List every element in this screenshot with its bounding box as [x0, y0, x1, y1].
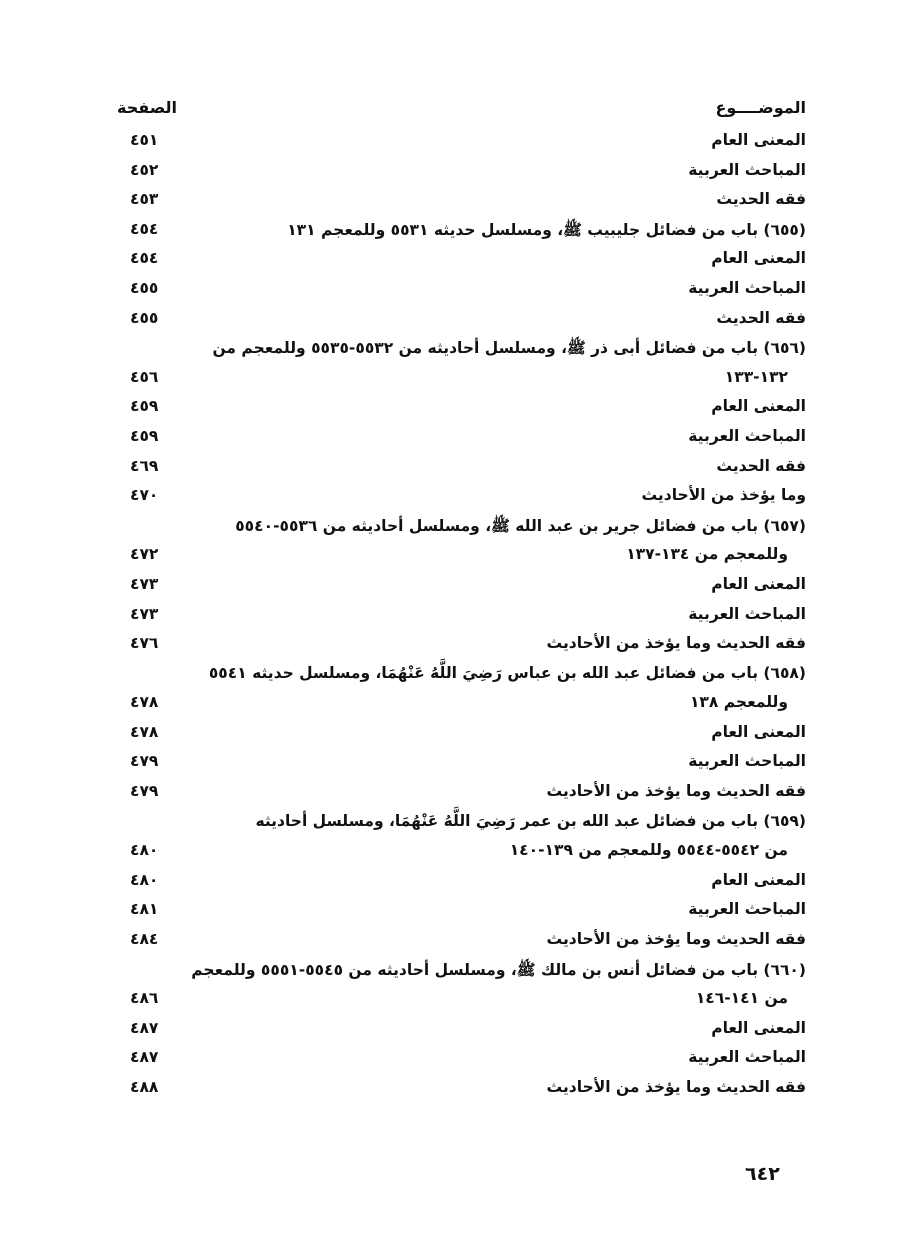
toc-entry — [100, 275, 806, 305]
toc-entry — [100, 837, 806, 867]
toc-entry-title: المباحث العربية — [688, 1048, 806, 1067]
toc-entry — [100, 1015, 806, 1045]
toc-entry-title: فقه الحديث وما يؤخذ من الأحاديث — [546, 634, 806, 653]
toc-entry — [100, 393, 806, 423]
toc-entry-page: ٤٧٠ — [130, 486, 159, 505]
toc-entry-title: من ٥٥٤٢-٥٥٤٤ وللمعجم من ١٣٩-١٤٠ — [509, 841, 788, 860]
toc-entry-title: فقه الحديث وما يؤخذ من الأحاديث — [546, 930, 806, 949]
toc-entry-title: (٦٥٩) باب من فضائل عبد الله بن عمر رَضِيَ اللَّهُ عَنْهُمَا، ومسلسل أحاديثه — [255, 811, 806, 830]
toc-entry-page: ٤٦٩ — [130, 456, 159, 475]
toc-entry-title: المباحث العربية — [688, 160, 806, 179]
toc-entry-page: ٤٥١ — [130, 131, 159, 149]
toc-entry — [100, 453, 806, 483]
toc-entry-title: المعنى العام — [711, 1018, 806, 1037]
toc-entry-page: ٤٧٨ — [130, 693, 159, 712]
toc-entry — [100, 571, 806, 601]
toc-entry — [100, 512, 806, 542]
toc-entry-title: المعنى العام — [711, 249, 806, 268]
toc-entry-page: ٤٥٦ — [130, 367, 159, 386]
toc-entry-title: فقه الحديث وما يؤخذ من الأحاديث — [546, 782, 806, 801]
toc-entry-page: ٤٨٧ — [130, 1018, 159, 1037]
toc-entry-title: (٦٥٨) باب من فضائل عبد الله بن عباس رَضِيَ اللَّهُ عَنْهُمَا، ومسلسل حديثه ٥٥٤١ — [208, 663, 806, 682]
toc-entry — [100, 423, 806, 453]
toc-entry-title: المباحث العربية — [688, 900, 806, 919]
toc-entry — [100, 719, 806, 749]
toc-entry — [100, 748, 806, 778]
toc-entry — [100, 630, 806, 660]
toc-entry-page: ٤٨٠ — [130, 870, 159, 889]
toc-entry-page: ٤٥٤ — [130, 249, 159, 268]
toc-entry-title: المباحث العربية — [688, 426, 806, 445]
toc-entry-title: (٦٥٥) باب من فضائل جليبيب ﷺ، ومسلسل حديثه ٥٥٣١ وللمعجم ١٣١ — [287, 220, 806, 239]
toc-entry-title: فقه الحديث — [716, 308, 806, 327]
toc-entry-title: فقه الحديث وما يؤخذ من الأحاديث — [546, 1078, 806, 1096]
toc-entry-title: (٦٥٧) باب من فضائل جرير بن عبد الله ﷺ، ومسلسل أحاديثه من ٥٥٣٦-٥٥٤٠ — [235, 516, 806, 535]
toc-entry-title: وللمعجم من ١٣٤-١٣٧ — [626, 545, 788, 564]
toc-entry-title: المعنى العام — [711, 870, 806, 889]
toc-entry — [100, 157, 806, 187]
toc-entry — [100, 127, 806, 157]
toc-entry-title: من ١٤١-١٤٦ — [695, 989, 788, 1008]
toc-entry-title: (٦٦٠) باب من فضائل أنس بن مالك ﷺ، ومسلسل أحاديثه من ٥٥٤٥-٥٥٥١ وللمعجم — [191, 960, 806, 979]
toc-entry-title: المعنى العام — [711, 131, 806, 149]
page-number: ٦٤٢ — [745, 1163, 780, 1185]
toc-entry — [100, 896, 806, 926]
toc-entry-title: (٦٥٦) باب من فضائل أبى ذر ﷺ، ومسلسل أحاديثه من ٥٥٣٢-٥٥٣٥ وللمعجم من — [212, 339, 806, 358]
toc-entry — [100, 689, 806, 719]
toc-entry — [100, 1074, 806, 1104]
toc-entry — [100, 808, 806, 838]
toc-entry-page: ٤٧٢ — [130, 545, 159, 564]
toc-entry-page: ٤٨١ — [130, 900, 159, 919]
toc-entry-page: ٤٥٣ — [130, 190, 159, 209]
toc-entry-page: ٤٧٣ — [130, 574, 159, 593]
toc-entry-page: ٤٧٣ — [130, 604, 159, 623]
toc-entry-page: ٤٥٤ — [130, 219, 159, 238]
toc-entry-page: ٤٨٦ — [130, 989, 159, 1008]
toc-entry-title: فقه الحديث — [716, 456, 806, 475]
toc-entry — [100, 245, 806, 275]
toc-entry-title: المباحث العربية — [688, 604, 806, 623]
toc-entry — [100, 867, 806, 897]
toc-entry-page: ٤٨٠ — [130, 841, 159, 860]
toc-entry — [100, 305, 806, 335]
page-column-header: الصفحة — [117, 98, 178, 117]
toc-entry-title: المباحث العربية — [688, 752, 806, 771]
toc-entry — [100, 364, 806, 394]
toc-entry — [100, 778, 806, 808]
toc-entry-page: ٤٥٩ — [130, 397, 159, 416]
toc-entry — [100, 186, 806, 216]
toc-entry-title: فقه الحديث — [716, 190, 806, 209]
toc-entry-page: ٤٨٨ — [130, 1078, 159, 1096]
table-of-contents — [100, 127, 806, 1104]
topic-column-header: الموضــــوع — [715, 98, 806, 117]
toc-entry-title: وما يؤخذ من الأحاديث — [641, 486, 806, 505]
toc-entry — [100, 334, 806, 364]
toc-entry-title: المعنى العام — [711, 574, 806, 593]
toc-entry-page: ٤٧٩ — [130, 752, 159, 771]
toc-entry — [100, 926, 806, 956]
toc-entry-page: ٤٧٩ — [130, 782, 159, 801]
toc-entry — [100, 216, 806, 246]
toc-entry-title: وللمعجم ١٣٨ — [689, 693, 788, 712]
toc-entry-title: المعنى العام — [711, 722, 806, 741]
toc-entry — [100, 956, 806, 986]
toc-entry-page: ٤٧٨ — [130, 722, 159, 741]
toc-entry-page: ٤٧٦ — [130, 634, 159, 653]
toc-entry-title: المعنى العام — [711, 397, 806, 416]
toc-entry — [100, 601, 806, 631]
toc-entry-page: ٤٨٧ — [130, 1048, 159, 1067]
toc-entry-page: ٤٨٤ — [130, 930, 159, 949]
toc-entry — [100, 660, 806, 690]
toc-entry-page: ٤٥٢ — [130, 160, 159, 179]
toc-entry-title: المباحث العربية — [688, 278, 806, 297]
toc-entry-title: ١٣٢-١٣٣ — [724, 367, 788, 386]
toc-entry — [100, 985, 806, 1015]
toc-entry — [100, 482, 806, 512]
toc-entry — [100, 541, 806, 571]
toc-entry-page: ٤٥٥ — [130, 278, 159, 297]
toc-entry-page: ٤٥٩ — [130, 426, 159, 445]
toc-entry-page: ٤٥٥ — [130, 308, 159, 327]
toc-entry — [100, 1044, 806, 1074]
